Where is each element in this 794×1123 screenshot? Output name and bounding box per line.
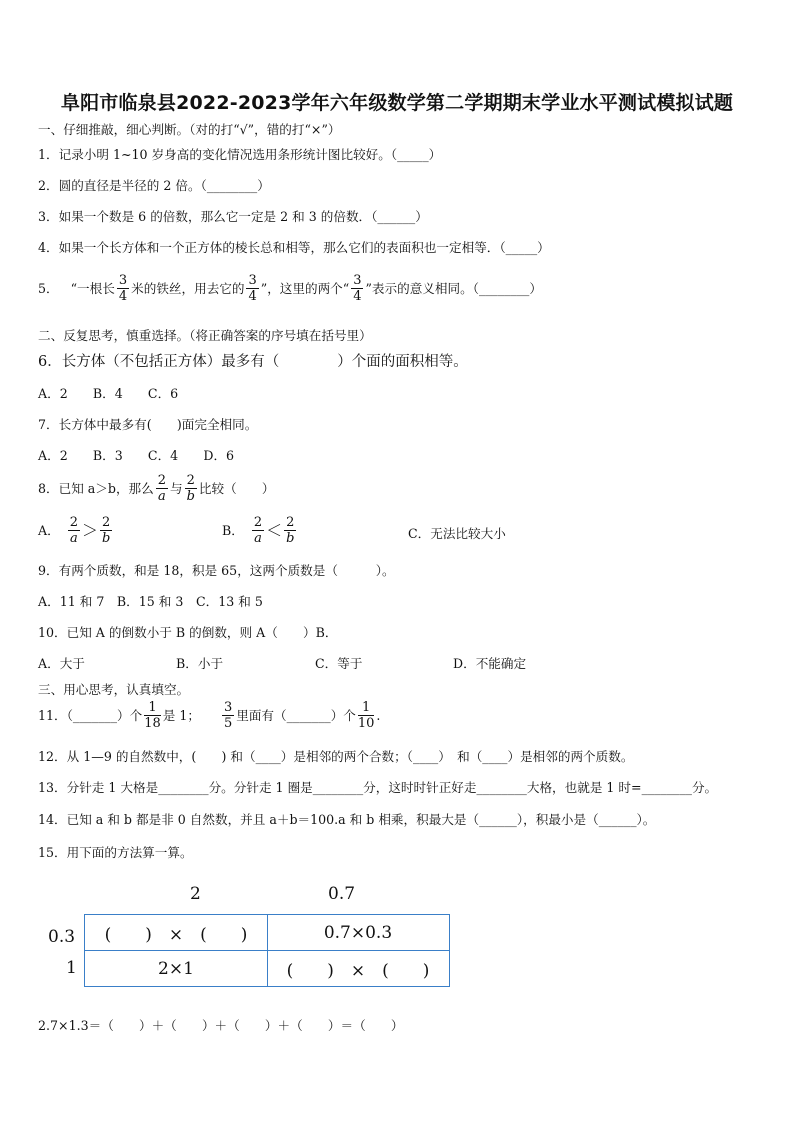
fraction: $\frac{2}{a}$ xyxy=(157,473,167,504)
question-1: 1．记录小明 1~10 岁身高的变化情况选用条形统计图比较好。（_____） xyxy=(38,147,442,162)
fraction: $\frac{1}{18}$ xyxy=(144,700,161,731)
question-14: 14．已知 a 和 b 都是非 0 自然数，并且 a＋b＝100.a 和 b 相乘，积最大是（______），积最小是（______）。 xyxy=(38,812,656,827)
section-1-heading: 一、仔细推敲，细心判断。（对的打“√”，错的打“×”） xyxy=(38,122,341,137)
column-header-1: 2 xyxy=(190,884,201,904)
question-10-option-d: D．不能确定 xyxy=(453,656,527,671)
q8-text-1: 8．已知 a＞b，那么 xyxy=(38,480,154,496)
section-2-heading: 二、反复思考，慎重选择。（将正确答案的序号填在括号里） xyxy=(38,328,372,343)
question-9-options: A．11 和 7 B．15 和 3 C．13 和 5 xyxy=(38,594,263,609)
column-header-2: 0.7 xyxy=(328,884,356,904)
row-header-1: 0.3 xyxy=(48,927,76,947)
q5-text-3: ”，这里的两个“ xyxy=(260,280,350,296)
question-6-options: A．2 B．4 C．6 xyxy=(38,386,179,401)
question-8-option-a: A． $\frac{2}{a}$ ＞ $\frac{2}{b}$ xyxy=(38,515,111,546)
fraction: $\frac{3}{4}$ xyxy=(248,273,257,304)
grid-cell-r2c2: ( ) × ( ) xyxy=(286,961,430,981)
fraction: $\frac{2}{a}$ xyxy=(69,515,78,546)
question-10-option-b: B．小于 xyxy=(176,656,224,671)
fraction: $\frac{2}{b}$ xyxy=(186,473,195,504)
question-13: 13．分针走 1 大格是________分。分针走 1 圈是________分，这时时针正好走________大格，也就是 1 时=________分。 xyxy=(38,780,718,795)
page-title: 阜阳市临泉县2022-2023学年六年级数学第二学期期末学业水平测试模拟试题 xyxy=(60,92,734,114)
question-3: 3．如果一个数是 6 的倍数，那么它一定是 2 和 3 的倍数．（______） xyxy=(38,209,428,224)
question-4: 4．如果一个长方体和一个正方体的棱长总和相等，那么它们的表面积也一定相等．（_____） xyxy=(38,240,550,255)
grid-cell-r2c1: 2×1 xyxy=(158,958,194,979)
question-2: 2．圆的直径是半径的 2 倍。（________） xyxy=(38,178,270,193)
question-10-option-c: C．等于 xyxy=(315,656,363,671)
question-7-options: A．2 B．3 C．4 D．6 xyxy=(38,448,235,463)
question-8 xyxy=(38,474,274,503)
question-5 xyxy=(38,274,542,303)
question-6: 6．长方体（不包括正方体）最多有（ ）个面的面积相等。 xyxy=(38,354,468,370)
q8-text-3: 比较（ ） xyxy=(198,480,275,496)
question-9: 9．有两个质数，和是 18，积是 65，这两个质数是（ ）。 xyxy=(38,563,395,578)
question-7: 7．长方体中最多有( )面完全相同。 xyxy=(38,417,258,432)
fraction: $\frac{3}{5}$ xyxy=(223,700,233,731)
row-header-2: 1 xyxy=(66,958,77,978)
question-11: 11．（_______）个 $\frac{1}{18}$ 是 1； $\frac{3}{5}$ 里面有（_______）个 $\frac{1}{10}$ . xyxy=(38,700,381,731)
fraction: $\frac{1}{10}$ xyxy=(357,700,375,731)
fraction: $\frac{3}{4}$ xyxy=(353,273,362,304)
formula-line: 2.7×1.3＝（ ）＋（ ）＋（ ）＋（ ）＝（ ） xyxy=(38,1018,404,1033)
fraction: $\frac{2}{b}$ xyxy=(101,515,111,546)
q5-number: 5． xyxy=(38,280,59,296)
fraction: $\frac{2}{a}$ xyxy=(253,515,263,546)
section-3-heading: 三、用心思考，认真填空。 xyxy=(38,682,190,697)
question-12: 12．从 1—9 的自然数中，( ) 和（____）是相邻的两个合数；（____） 和（____）是相邻的两个质数。 xyxy=(38,749,634,764)
q5-text-1: “一根长 xyxy=(70,280,115,296)
question-10-option-a: A．大于 xyxy=(38,656,85,671)
fraction: $\frac{3}{4}$ xyxy=(118,273,128,304)
q5-text-4: ”表示的意义相同。（________） xyxy=(365,280,542,296)
grid-cell-r1c2: 0.7×0.3 xyxy=(323,922,393,943)
question-10: 10．已知 A 的倒数小于 B 的倒数，则 A（ ）B． xyxy=(38,625,338,640)
q8-text-2: 与 xyxy=(170,480,183,496)
multiplication-grid xyxy=(84,914,450,987)
question-8-option-b: B． $\frac{2}{a}$ ＜ $\frac{2}{b}$ xyxy=(222,515,295,546)
question-8-option-c: C．无法比较大小 xyxy=(408,526,506,541)
grid-cell-r1c1: ( ) × ( ) xyxy=(104,925,248,945)
fraction: $\frac{2}{b}$ xyxy=(286,515,295,546)
question-15: 15．用下面的方法算一算。 xyxy=(38,845,193,860)
q5-text-2: 米的铁丝，用去它的 xyxy=(131,280,245,296)
